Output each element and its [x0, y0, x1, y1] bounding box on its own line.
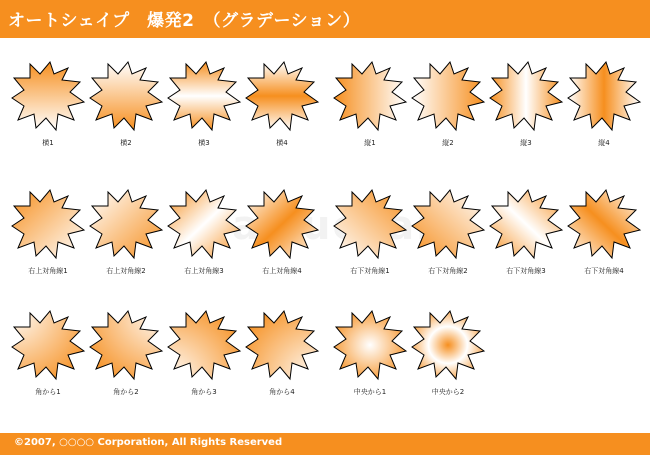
- shape-label: 中央から2: [431, 388, 465, 396]
- explosion-shape-path: [412, 190, 484, 258]
- footer-bar: [0, 433, 650, 455]
- shape-label: 横2: [120, 139, 132, 147]
- shape-label: 横3: [198, 139, 210, 147]
- explosion-shape-icon: [10, 186, 86, 262]
- shape-label: 角から3: [191, 388, 217, 396]
- explosion-shape-path: [90, 62, 162, 130]
- shape-item-diag-down-1: [332, 186, 408, 281]
- explosion-shape-path: [568, 190, 640, 258]
- shape-item-horizontal-3: [166, 58, 242, 153]
- shape-label: 縦2: [442, 139, 454, 147]
- shape-item-horizontal-1: [10, 58, 86, 153]
- shape-label: 右上対角線1: [28, 267, 68, 275]
- explosion-shape-path: [412, 62, 484, 130]
- shape-label: 右上対角線3: [184, 267, 224, 275]
- shape-item-diag-up-1: [10, 186, 86, 281]
- explosion-shape-path: [334, 62, 406, 130]
- explosion-shape-icon: [332, 58, 408, 134]
- shape-item-diag-down-3: [488, 186, 564, 281]
- shape-item-center-1: [332, 307, 408, 402]
- explosion-shape-path: [12, 62, 84, 130]
- shape-label: 右上対角線4: [262, 267, 302, 275]
- shape-label: 右下対角線4: [584, 267, 624, 275]
- explosion-shape-path: [90, 190, 162, 258]
- explosion-shape-icon: [166, 58, 242, 134]
- explosion-shape-icon: [332, 186, 408, 262]
- explosion-shape-icon: [410, 186, 486, 262]
- explosion-shape-icon: [166, 186, 242, 262]
- explosion-shape-path: [490, 62, 562, 130]
- explosion-shape-icon: [410, 58, 486, 134]
- shape-label: 縦3: [520, 139, 532, 147]
- shape-item-corner-1: [10, 307, 86, 402]
- explosion-shape-icon: [566, 58, 642, 134]
- shape-label: 横4: [276, 139, 288, 147]
- explosion-shape-icon: [88, 58, 164, 134]
- explosion-shape-icon: [244, 307, 320, 383]
- shape-item-diag-down-4: [566, 186, 642, 281]
- shape-item-horizontal-2: [88, 58, 164, 153]
- shape-item-diag-up-4: [244, 186, 320, 281]
- shape-item-diag-up-3: [166, 186, 242, 281]
- shape-label: 右上対角線2: [106, 267, 146, 275]
- copyright-text: ©2007, ○○○○ Corporation, All Rights Reserved: [14, 437, 283, 448]
- explosion-shape-path: [490, 190, 562, 258]
- shape-label: 右下対角線2: [428, 267, 468, 275]
- shape-item-vertical-4: [566, 58, 642, 153]
- explosion-shape-path: [334, 311, 406, 379]
- explosion-shape-icon: [244, 58, 320, 134]
- shape-item-corner-4: [244, 307, 320, 402]
- shape-item-vertical-2: [410, 58, 486, 153]
- page-title: オートシェイプ 爆発2 （グラデーション）: [8, 11, 361, 31]
- explosion-shape-icon: [244, 186, 320, 262]
- explosion-shape-icon: [166, 307, 242, 383]
- shape-item-vertical-3: [488, 58, 564, 153]
- explosion-shape-icon: [10, 58, 86, 134]
- explosion-shape-icon: [488, 186, 564, 262]
- shape-item-center-2: [410, 307, 486, 402]
- explosion-shape-icon: [410, 307, 486, 383]
- explosion-shape-path: [12, 311, 84, 379]
- explosion-shape-icon: [88, 186, 164, 262]
- shape-item-corner-3: [166, 307, 242, 402]
- explosion-shape-path: [168, 190, 240, 258]
- shape-item-diag-up-2: [88, 186, 164, 281]
- explosion-shape-path: [12, 190, 84, 258]
- explosion-shape-icon: [88, 307, 164, 383]
- shape-label: 縦4: [598, 139, 610, 147]
- explosion-shape-path: [246, 62, 318, 130]
- shape-label: 角から1: [35, 388, 61, 396]
- shape-label: 横1: [42, 139, 54, 147]
- explosion-shape-path: [168, 62, 240, 130]
- shape-item-vertical-1: [332, 58, 408, 153]
- explosion-shape-path: [246, 190, 318, 258]
- explosion-shape-icon: [566, 186, 642, 262]
- shape-label: 角から4: [269, 388, 295, 396]
- shape-item-horizontal-4: [244, 58, 320, 153]
- explosion-shape-path: [334, 190, 406, 258]
- shape-label: 角から2: [113, 388, 139, 396]
- explosion-shape-path: [412, 311, 484, 379]
- shape-label: 縦1: [364, 139, 376, 147]
- explosion-shape-path: [568, 62, 640, 130]
- shape-label: 右下対角線1: [350, 267, 390, 275]
- explosion-shape-icon: [332, 307, 408, 383]
- shape-item-corner-2: [88, 307, 164, 402]
- shape-item-diag-down-2: [410, 186, 486, 281]
- shape-label: 中央から1: [353, 388, 387, 396]
- explosion-shape-path: [90, 311, 162, 379]
- explosion-shape-icon: [10, 307, 86, 383]
- explosion-shape-path: [246, 311, 318, 379]
- explosion-shape-icon: [488, 58, 564, 134]
- explosion-shape-path: [168, 311, 240, 379]
- shape-label: 右下対角線3: [506, 267, 546, 275]
